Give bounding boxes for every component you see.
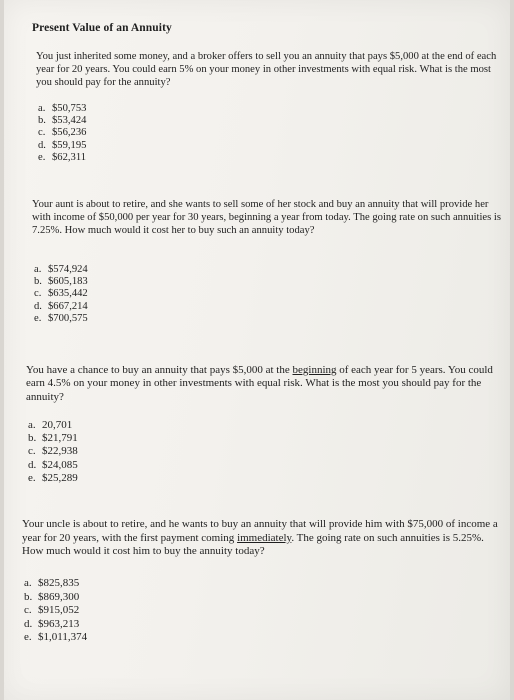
option-letter: c. (38, 127, 46, 139)
option-letter: b. (24, 590, 33, 603)
option-letter: e. (38, 151, 46, 163)
option-letter: d. (38, 139, 46, 151)
question-2-options (34, 264, 88, 325)
option-item (28, 472, 78, 485)
option-letter: e. (34, 312, 42, 324)
option-item (38, 115, 86, 127)
option-letter: d. (24, 617, 33, 630)
option-item (24, 604, 87, 618)
option-value: $25,289 (42, 471, 78, 484)
question-3-emphasis: beginning (292, 364, 337, 376)
option-value: $62,311 (52, 151, 87, 163)
option-item (24, 618, 87, 632)
option-item (28, 419, 78, 432)
option-value: $700,575 (48, 312, 88, 324)
document-title: Present Value of an Annuity (32, 22, 172, 34)
option-item (24, 577, 87, 591)
question-3-text-part: of each year for 5 years. You could earn 4.5% on your money in other investments with equal risk. What is the most you should pay for the annuity? (26, 364, 493, 403)
option-item (38, 103, 86, 115)
question-4-text-part: Your uncle is about to retire, and he wants to buy an annuity that will provide him with $75,000 of income a year for 20 years, with the first payment coming (22, 518, 498, 544)
option-letter: a. (28, 419, 36, 431)
option-value: $21,791 (42, 432, 78, 445)
option-value: $915,052 (38, 604, 80, 617)
question-3-text (26, 364, 506, 404)
document-page (4, 0, 510, 700)
option-item (28, 459, 78, 472)
option-letter: e. (28, 471, 36, 484)
question-3-text-part: You have a chance to buy an annuity that pays $5,000 at the (26, 364, 293, 376)
option-value: $869,300 (38, 590, 80, 603)
question-4-text-part: . The going rate on such annuities is 5.25%. How much would it cost him to buy the annuity today? (22, 531, 484, 558)
option-item (24, 591, 87, 605)
option-letter: a. (34, 264, 42, 275)
option-letter: c. (28, 445, 36, 458)
option-value: $825,835 (38, 577, 80, 589)
option-value: $59,195 (52, 139, 87, 151)
option-letter: b. (28, 432, 37, 445)
question-1-text: You just inherited some money, and a broker offers to sell you an annuity that pays $5,000 at the end of each year for 20 years. You could earn 5% on your money in other investments with equal risk. What is the most you should pay for the annuity? (36, 51, 497, 88)
option-letter: c. (24, 604, 32, 617)
option-item (34, 264, 88, 276)
option-value: $24,085 (42, 458, 78, 471)
question-4-text (22, 518, 508, 559)
option-item (28, 445, 78, 458)
question-3-options (28, 419, 78, 485)
option-item (34, 301, 88, 313)
option-value: $50,753 (52, 103, 87, 114)
option-value: $53,424 (52, 115, 87, 127)
option-value: $574,924 (48, 264, 88, 275)
option-item (38, 127, 86, 139)
option-value: $635,442 (48, 288, 88, 300)
option-item (34, 288, 88, 300)
option-value: $963,213 (38, 617, 80, 630)
option-letter: a. (24, 577, 32, 589)
option-item (38, 152, 86, 164)
option-value: $605,183 (48, 276, 88, 288)
option-letter: a. (38, 103, 46, 114)
option-letter: e. (24, 631, 32, 644)
option-letter: b. (34, 276, 42, 288)
option-item (34, 313, 88, 325)
option-item (38, 140, 86, 152)
option-item (28, 432, 78, 445)
option-item (34, 276, 88, 288)
option-letter: c. (34, 288, 42, 300)
option-value: 20,701 (42, 419, 73, 431)
option-value: $1,011,374 (38, 631, 88, 644)
option-value: $56,236 (52, 127, 87, 139)
question-4-options (24, 577, 87, 645)
question-1-options (38, 103, 86, 164)
option-letter: b. (38, 115, 46, 127)
option-letter: d. (34, 300, 42, 312)
option-item (24, 631, 87, 645)
option-value: $22,938 (42, 445, 78, 458)
option-letter: d. (28, 458, 37, 471)
option-value: $667,214 (48, 300, 88, 312)
question-4-emphasis: immediately (237, 531, 292, 544)
question-2-text: Your aunt is about to retire, and she wants to sell some of her stock and buy an annuity that will provide her with income of $50,000 per year for 30 years, beginning a year from today. The going rate on such annuities is 7.25%. How much would it cost her to buy such an annuity today? (32, 199, 501, 236)
